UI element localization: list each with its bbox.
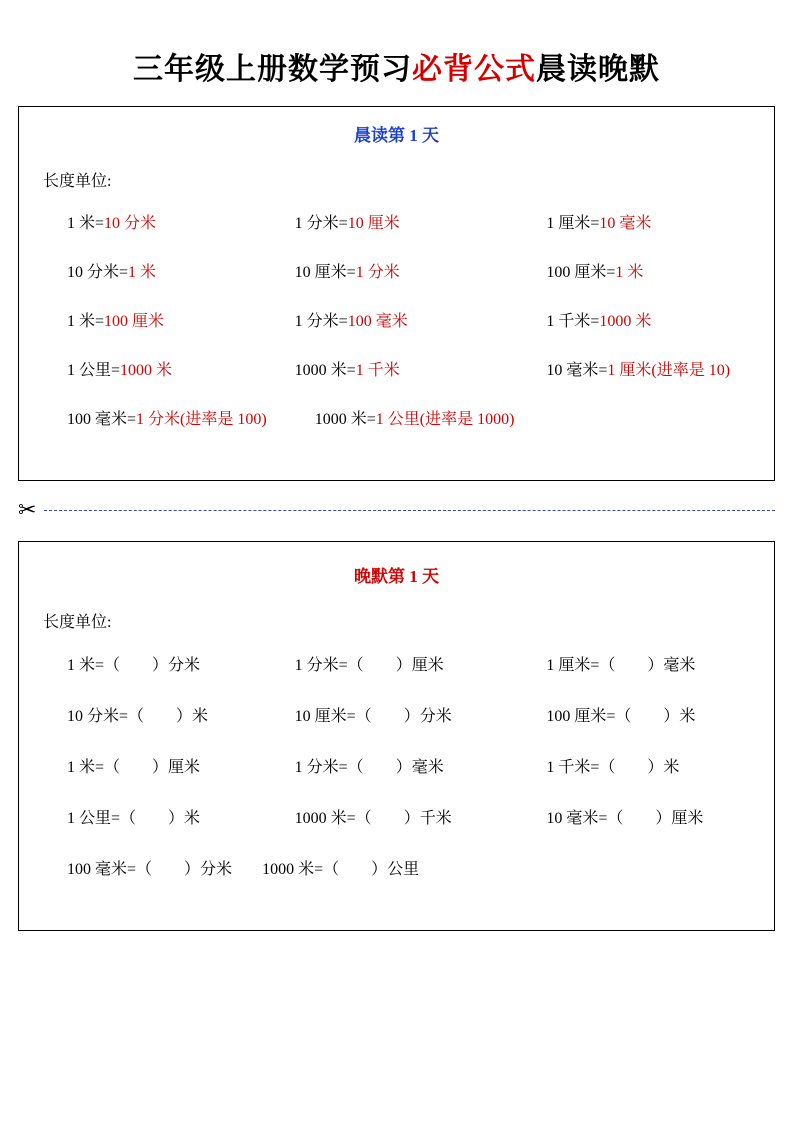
formula-cell [19, 295, 271, 344]
answer-blank[interactable] [120, 657, 152, 674]
formula-answer: 1 分米 [136, 411, 181, 428]
formula-answer: 10 厘米 [347, 215, 400, 232]
formula-answer: 10 毫米 [599, 215, 652, 232]
exercise-unit: ）毫米 [647, 657, 696, 674]
exercise-question: 100 厘米=（ [546, 708, 632, 725]
table-row [19, 689, 774, 740]
exercise-unit: ）米 [663, 708, 696, 725]
exercise-question: 1 公里=（ [67, 810, 137, 827]
formula-question: 1 米= [67, 313, 105, 330]
answer-blank[interactable] [631, 708, 663, 725]
morning-card-title: 晨读第 1 天 [354, 126, 439, 145]
exercise-unit: ）厘米 [152, 759, 201, 776]
answer-blank[interactable] [615, 657, 647, 674]
exercise-question: 10 厘米=（ [294, 708, 372, 725]
exercise-cell [522, 740, 774, 791]
formula-answer: 1 分米 [355, 264, 400, 281]
exercise-question: 100 毫米=（ [67, 861, 153, 878]
page-title-prefix: 三年级上册数学预习 [133, 53, 412, 86]
formula-answer: 100 毫米 [347, 313, 408, 330]
exercise-question: 1 分米=（ [294, 657, 364, 674]
exercise-question: 1 米=（ [67, 759, 121, 776]
answer-blank[interactable] [120, 759, 152, 776]
exercise-cell [271, 689, 523, 740]
formula-question: 10 毫米= [546, 362, 608, 379]
formula-cell [522, 344, 774, 393]
exercise-cell [271, 791, 523, 842]
exercise-question: 1000 米=（ [262, 861, 340, 878]
evening-section-label: 长度单位: [43, 614, 112, 631]
formula-cell [271, 344, 523, 393]
exercise-unit: ）米 [176, 708, 209, 725]
exercise-question: 1 厘米=（ [546, 657, 616, 674]
formula-question: 1 分米= [294, 313, 348, 330]
table-row [19, 393, 774, 442]
exercise-cell [522, 689, 774, 740]
formula-question: 1000 米= [294, 362, 356, 379]
evening-exercise-table [19, 638, 774, 893]
answer-blank[interactable] [623, 810, 655, 827]
formula-cell [271, 295, 523, 344]
formula-question: 1 千米= [546, 313, 600, 330]
formula-cell [19, 197, 271, 246]
exercise-cell [271, 740, 523, 791]
exercise-unit: ）分米 [152, 657, 201, 674]
formula-cell [19, 393, 522, 442]
exercise-unit: ）毫米 [395, 759, 444, 776]
exercise-question: 1 千米=（ [546, 759, 616, 776]
page-title-highlight: 必背公式 [412, 53, 536, 86]
formula-answer: 1 公里 [375, 411, 420, 428]
exercise-unit: ）公里 [371, 861, 420, 878]
exercise-unit: ）米 [647, 759, 680, 776]
exercise-cell [19, 689, 271, 740]
exercise-unit: ）米 [168, 810, 201, 827]
formula-question: 100 厘米= [546, 264, 616, 281]
exercise-unit: ）厘米 [655, 810, 704, 827]
answer-blank[interactable] [364, 759, 396, 776]
evening-card-title: 晚默第 1 天 [354, 567, 439, 586]
exercise-unit: ）厘米 [395, 657, 444, 674]
formula-cell [271, 246, 523, 295]
formula-note: (进率是 1000) [419, 411, 515, 428]
answer-blank[interactable] [372, 708, 404, 725]
formula-question: 1 分米= [294, 215, 348, 232]
table-row [19, 791, 774, 842]
formula-question: 100 毫米= [67, 411, 137, 428]
cut-line-area [18, 481, 775, 541]
formula-cell [522, 295, 774, 344]
formula-answer: 1000 米 [599, 313, 652, 330]
formula-note: (进率是 10) [651, 362, 731, 379]
formula-question: 1 厘米= [546, 215, 600, 232]
evening-dictation-card [18, 541, 775, 931]
formula-question: 1 米= [67, 215, 105, 232]
formula-cell [19, 344, 271, 393]
exercise-cell [522, 638, 774, 689]
formula-cell [271, 197, 523, 246]
formula-question: 1000 米= [314, 411, 376, 428]
exercise-cell [19, 842, 522, 893]
formula-question: 10 厘米= [294, 264, 356, 281]
exercise-cell [19, 740, 271, 791]
table-row [19, 197, 774, 246]
formula-cell [522, 197, 774, 246]
formula-answer: 10 分米 [104, 215, 157, 232]
exercise-cell [271, 638, 523, 689]
answer-blank[interactable] [364, 657, 396, 674]
exercise-cell [522, 791, 774, 842]
formula-answer: 1 米 [128, 264, 157, 281]
formula-cell [522, 246, 774, 295]
formula-cell-empty [522, 393, 774, 442]
page-title-suffix: 晨读晚默 [536, 53, 660, 86]
table-row [19, 740, 774, 791]
formula-question: 1 公里= [67, 362, 121, 379]
morning-reading-card [18, 106, 775, 481]
table-row [19, 344, 774, 393]
exercise-question: 1000 米=（ [294, 810, 372, 827]
answer-blank[interactable] [339, 861, 371, 878]
formula-note: (进率是 100) [180, 411, 267, 428]
exercise-unit: ）千米 [403, 810, 452, 827]
formula-answer: 1 米 [615, 264, 644, 281]
exercise-question: 10 分米=（ [67, 708, 145, 725]
formula-cell [19, 246, 271, 295]
table-row [19, 295, 774, 344]
table-row [19, 246, 774, 295]
exercise-unit: ）分米 [184, 861, 233, 878]
exercise-question: 1 米=（ [67, 657, 121, 674]
page-title [0, 0, 793, 106]
formula-answer: 100 厘米 [104, 313, 165, 330]
exercise-question: 10 毫米=（ [546, 810, 624, 827]
exercise-question: 1 分米=（ [294, 759, 364, 776]
exercise-cell [19, 638, 271, 689]
table-row [19, 842, 774, 893]
dashed-divider [44, 510, 775, 511]
morning-section-label: 长度单位: [43, 173, 112, 190]
answer-blank[interactable] [152, 861, 184, 878]
morning-formula-table [19, 197, 774, 442]
scissors-icon: ✂ [18, 497, 37, 522]
table-row [19, 638, 774, 689]
answer-blank[interactable] [136, 810, 168, 827]
formula-question: 10 分米= [67, 264, 129, 281]
answer-blank[interactable] [615, 759, 647, 776]
formula-answer: 1 厘米 [607, 362, 652, 379]
exercise-unit: ）分米 [403, 708, 452, 725]
formula-answer: 1 千米 [355, 362, 400, 379]
answer-blank[interactable] [372, 810, 404, 827]
exercise-cell [19, 791, 271, 842]
exercise-cell-empty [522, 842, 774, 893]
formula-answer: 1000 米 [120, 362, 173, 379]
answer-blank[interactable] [144, 708, 176, 725]
